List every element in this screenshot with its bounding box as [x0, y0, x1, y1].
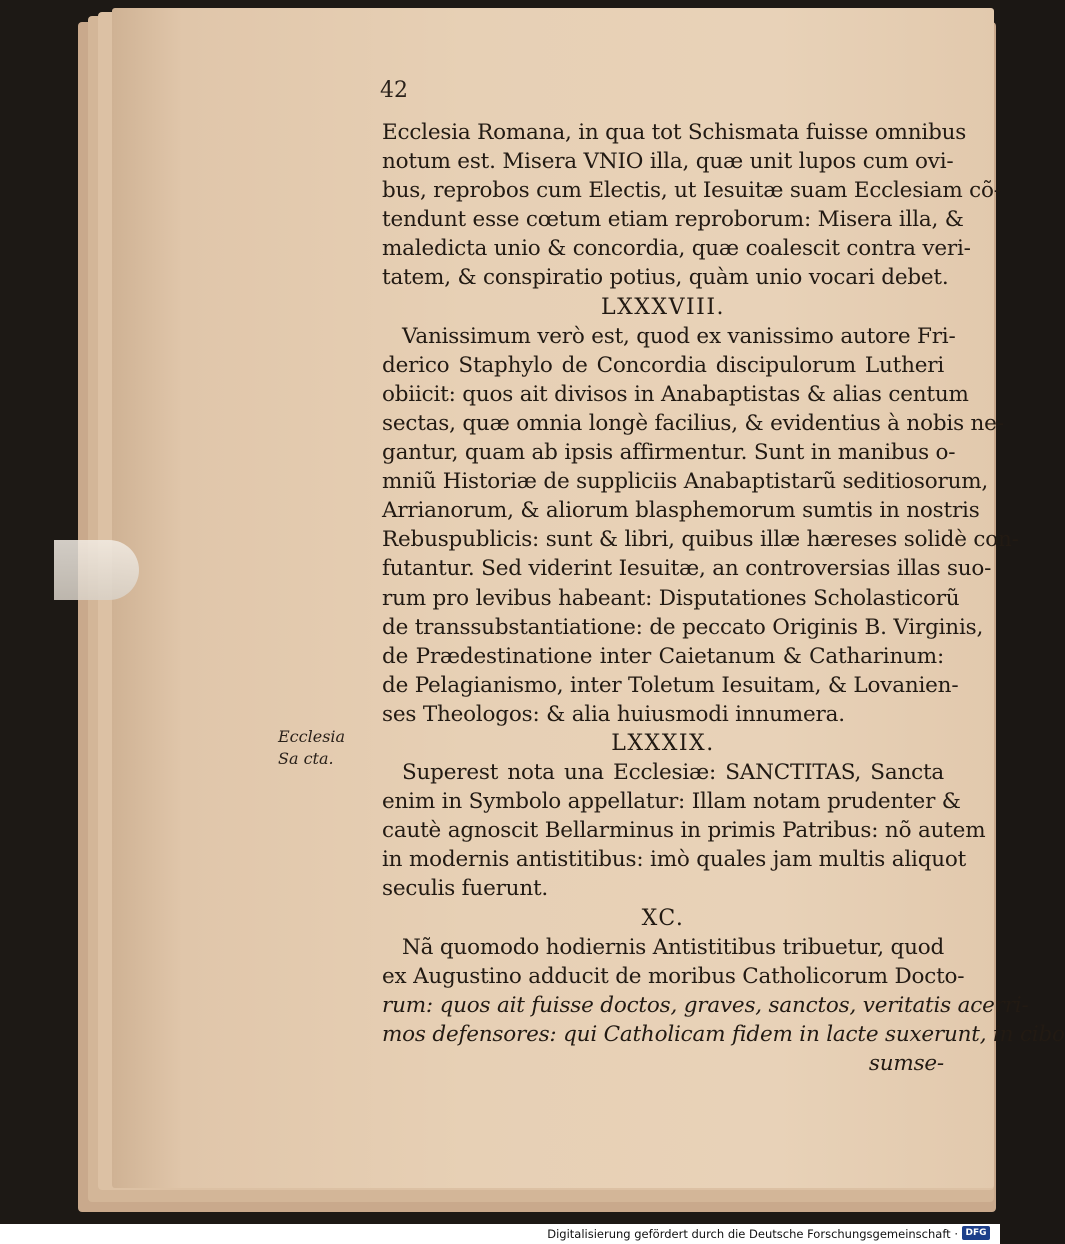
- text-line: obiicit: quos ait divisos in Anabaptistas & alias centum: [382, 381, 969, 407]
- text-line: de transsubstantiatione: de peccato Originis B. Virginis,: [382, 614, 984, 640]
- text-line: tendunt esse cœtum etiam reproborum: Misera illa, &: [382, 207, 964, 233]
- text-line: Rebuspublicis: sunt & libri, quibus illæ hæreses solidè con-: [382, 527, 1019, 553]
- text-line: bus, reprobos cum Electis, ut Iesuitæ suam Ecclesiam cõ-: [382, 178, 1001, 204]
- page-number: 42: [380, 78, 408, 103]
- text-line: maledicta unio & concordia, quæ coalescit contra veri-: [382, 236, 971, 262]
- text-line: ses Theologos: & alia huiusmodi innumera.: [382, 701, 845, 727]
- text-line: cautè agnoscit Bellarminus in primis Patribus: nõ autem: [382, 818, 986, 844]
- text-line: rum pro levibus habeant: Disputationes Scholasticorũ: [382, 585, 960, 611]
- text-line: rum: quos ait fuisse doctos, graves, sanctos, veritatis acerri-: [382, 992, 1029, 1018]
- text-line: derico Staphylo de Concordia discipulorum Lutheri: [382, 352, 944, 378]
- text-line: Nã quomodo hodiernis Antistitibus tribuetur, quod: [402, 934, 945, 960]
- text-line: tatem, & conspiratio potius, quàm unio vocari debet.: [382, 265, 949, 291]
- text-line: notum est. Misera VNIO illa, quæ unit lupos cum ovi-: [382, 149, 954, 175]
- text-line: de Prædestinatione inter Caietanum & Catharinum:: [382, 643, 944, 669]
- text-line: de Pelagianismo, inter Toletum Iesuitam, & Lovanien-: [382, 672, 959, 698]
- section-heading: LXXXVIII.: [600, 294, 726, 320]
- page-marker-tab: [54, 540, 139, 600]
- dfg-logo: DFG: [962, 1226, 990, 1240]
- text-line: seculis fuerunt.: [382, 876, 549, 902]
- text-line: mos defensores: qui Catholicam fidem in lacte suxerunt, in cibo: [382, 1021, 1065, 1047]
- text-line: mniũ Historiæ de suppliciis Anabaptistarũ seditiosorum,: [382, 469, 989, 495]
- text-line: Superest nota una Ecclesiæ: SANCTITAS, Sancta: [402, 760, 944, 786]
- text-line: ex Augustino adducit de moribus Catholicorum Docto-: [382, 963, 965, 989]
- margin-note-line: Sa cta.: [278, 749, 334, 768]
- text-line: futantur. Sed viderint Iesuitæ, an controversias illas suo-: [382, 556, 992, 582]
- page-body: [382, 118, 1065, 1078]
- text-line: Arrianorum, & aliorum blasphemorum sumtis in nostris: [382, 498, 980, 524]
- margin-note-line: Ecclesia: [278, 727, 346, 746]
- text-line: enim in Symbolo appellatur: Illam notam prudenter &: [382, 789, 961, 815]
- margin-note: [278, 726, 348, 770]
- section-heading: LXXXIX.: [611, 730, 715, 756]
- text-line: Ecclesia Romana, in qua tot Schismata fuisse omnibus: [382, 120, 967, 145]
- text-line: Vanissimum verò est, quod ex vanissimo autore Fri-: [402, 323, 956, 349]
- text-line: in modernis antistitibus: imò quales jam multis aliquot: [382, 847, 967, 873]
- text-line: sectas, quæ omnia longè facilius, & evidentius à nobis ne-: [382, 410, 1004, 436]
- catchword: sumse-: [868, 1051, 944, 1076]
- footer-bar: [0, 1224, 1000, 1244]
- section-heading: XC.: [641, 905, 685, 931]
- funding-credit: Digitalisierung gefördert durch die Deutsche Forschungsgemeinschaft ·: [547, 1227, 958, 1241]
- text-line: gantur, quam ab ipsis affirmentur. Sunt in manibus o-: [382, 440, 956, 466]
